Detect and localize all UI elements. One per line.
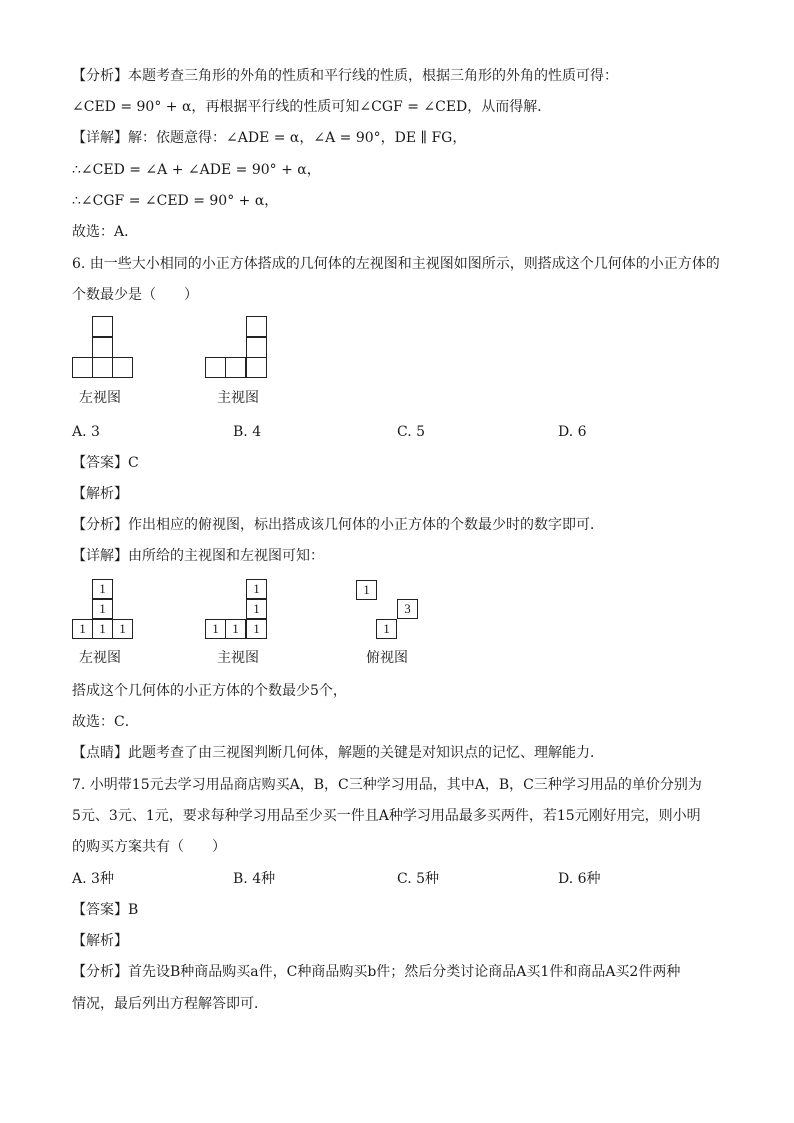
front-view-caption-2: 主视图: [217, 650, 259, 666]
q6-option-d: D. 6: [558, 424, 587, 440]
grid-cell: 1: [92, 619, 113, 639]
grid-cell: 1: [205, 619, 226, 639]
q7-option-a: A. 3种: [72, 871, 114, 887]
grid-cell: 1: [246, 619, 267, 639]
grid-cell: 3: [397, 599, 418, 619]
q6-option-b: B. 4: [233, 424, 262, 440]
grid-cell: 1: [92, 579, 113, 599]
answer-q7: 【答案】B: [72, 902, 139, 918]
q7-option-c: C. 5种: [397, 871, 440, 887]
q6-option-a: A. 3: [72, 424, 100, 440]
question-6: 6. 由一些大小相同的小正方体搭成的几何体的左视图和主视图如图所示，则搭成这个几何体的小正方体的: [72, 256, 720, 272]
question-7-cont-2: 的购买方案共有（ ）: [72, 839, 226, 855]
grid-cell: 1: [112, 619, 133, 639]
detail-q5: 【详解】解：依题意得：∠ADE = α，∠A = 90°，DE ∥ FG，: [72, 130, 467, 146]
step-q5-2: ∴∠CGF = ∠CED = 90° + α，: [72, 193, 279, 209]
detail-q6: 【详解】由所给的主视图和左视图可知：: [72, 548, 324, 564]
left-view-caption-2: 左视图: [79, 650, 121, 666]
q7-option-d: D. 6种: [558, 871, 601, 887]
front-view-caption: 主视图: [217, 390, 259, 406]
comment-q6: 【点睛】此题考查了由三视图判断几何体，解题的关键是对知识点的记忆、理解能力．: [72, 745, 604, 761]
choice-q6: 故选：C．: [72, 714, 139, 730]
analysis-q7: 【分析】首先设B种商品购买a件，C种商品购买b件；然后分类讨论商品A买1件和商品A买2件两种: [72, 964, 681, 980]
grid-cell: 1: [376, 619, 397, 639]
analysis-q5-cont: ∠CED = 90° + α，再根据平行线的性质可知∠CGF = ∠CED，从而得解．: [72, 99, 552, 115]
question-6-cont: 个数最少是（ ）: [72, 287, 198, 303]
grid-cell: 1: [72, 619, 93, 639]
top-view-caption: 俯视图: [366, 650, 408, 666]
grid-cell: 1: [246, 579, 267, 599]
grid-cell: 1: [246, 599, 267, 619]
answer-q6: 【答案】C: [72, 455, 139, 471]
q6-option-c: C. 5: [397, 424, 426, 440]
step-q5-1: ∴∠CED = ∠A + ∠ADE = 90° + α，: [72, 162, 321, 178]
grid-cell: 1: [92, 599, 113, 619]
analysis-q6: 【分析】作出相应的俯视图，标出搭成该几何体的小正方体的个数最少时的数字即可．: [72, 517, 604, 533]
grid-cell: 1: [356, 580, 377, 600]
grid-cell: 1: [225, 619, 246, 639]
solution-heading-q6: 【解析】: [72, 486, 128, 502]
analysis-q7-cont: 情况，最后列出方程解答即可．: [72, 996, 268, 1012]
result-q6: 搭成这个几何体的小正方体的个数最少5个，: [72, 683, 347, 699]
analysis-q5: 【分析】本题考查三角形的外角的性质和平行线的性质，根据三角形的外角的性质可得：: [72, 68, 618, 84]
solution-heading-q7: 【解析】: [72, 933, 128, 949]
left-view-caption: 左视图: [79, 390, 121, 406]
question-7: 7. 小明带15元去学习用品商店购买A，B，C三种学习用品，其中A，B，C三种学习用品的单价分别为: [72, 777, 702, 793]
choice-q5: 故选：A．: [72, 224, 139, 240]
question-7-cont: 5元、3元、1元，要求每种学习用品至少买一件且A种学习用品最多买两件，若15元刚好用完，则小明: [72, 808, 701, 824]
q7-option-b: B. 4种: [233, 871, 276, 887]
